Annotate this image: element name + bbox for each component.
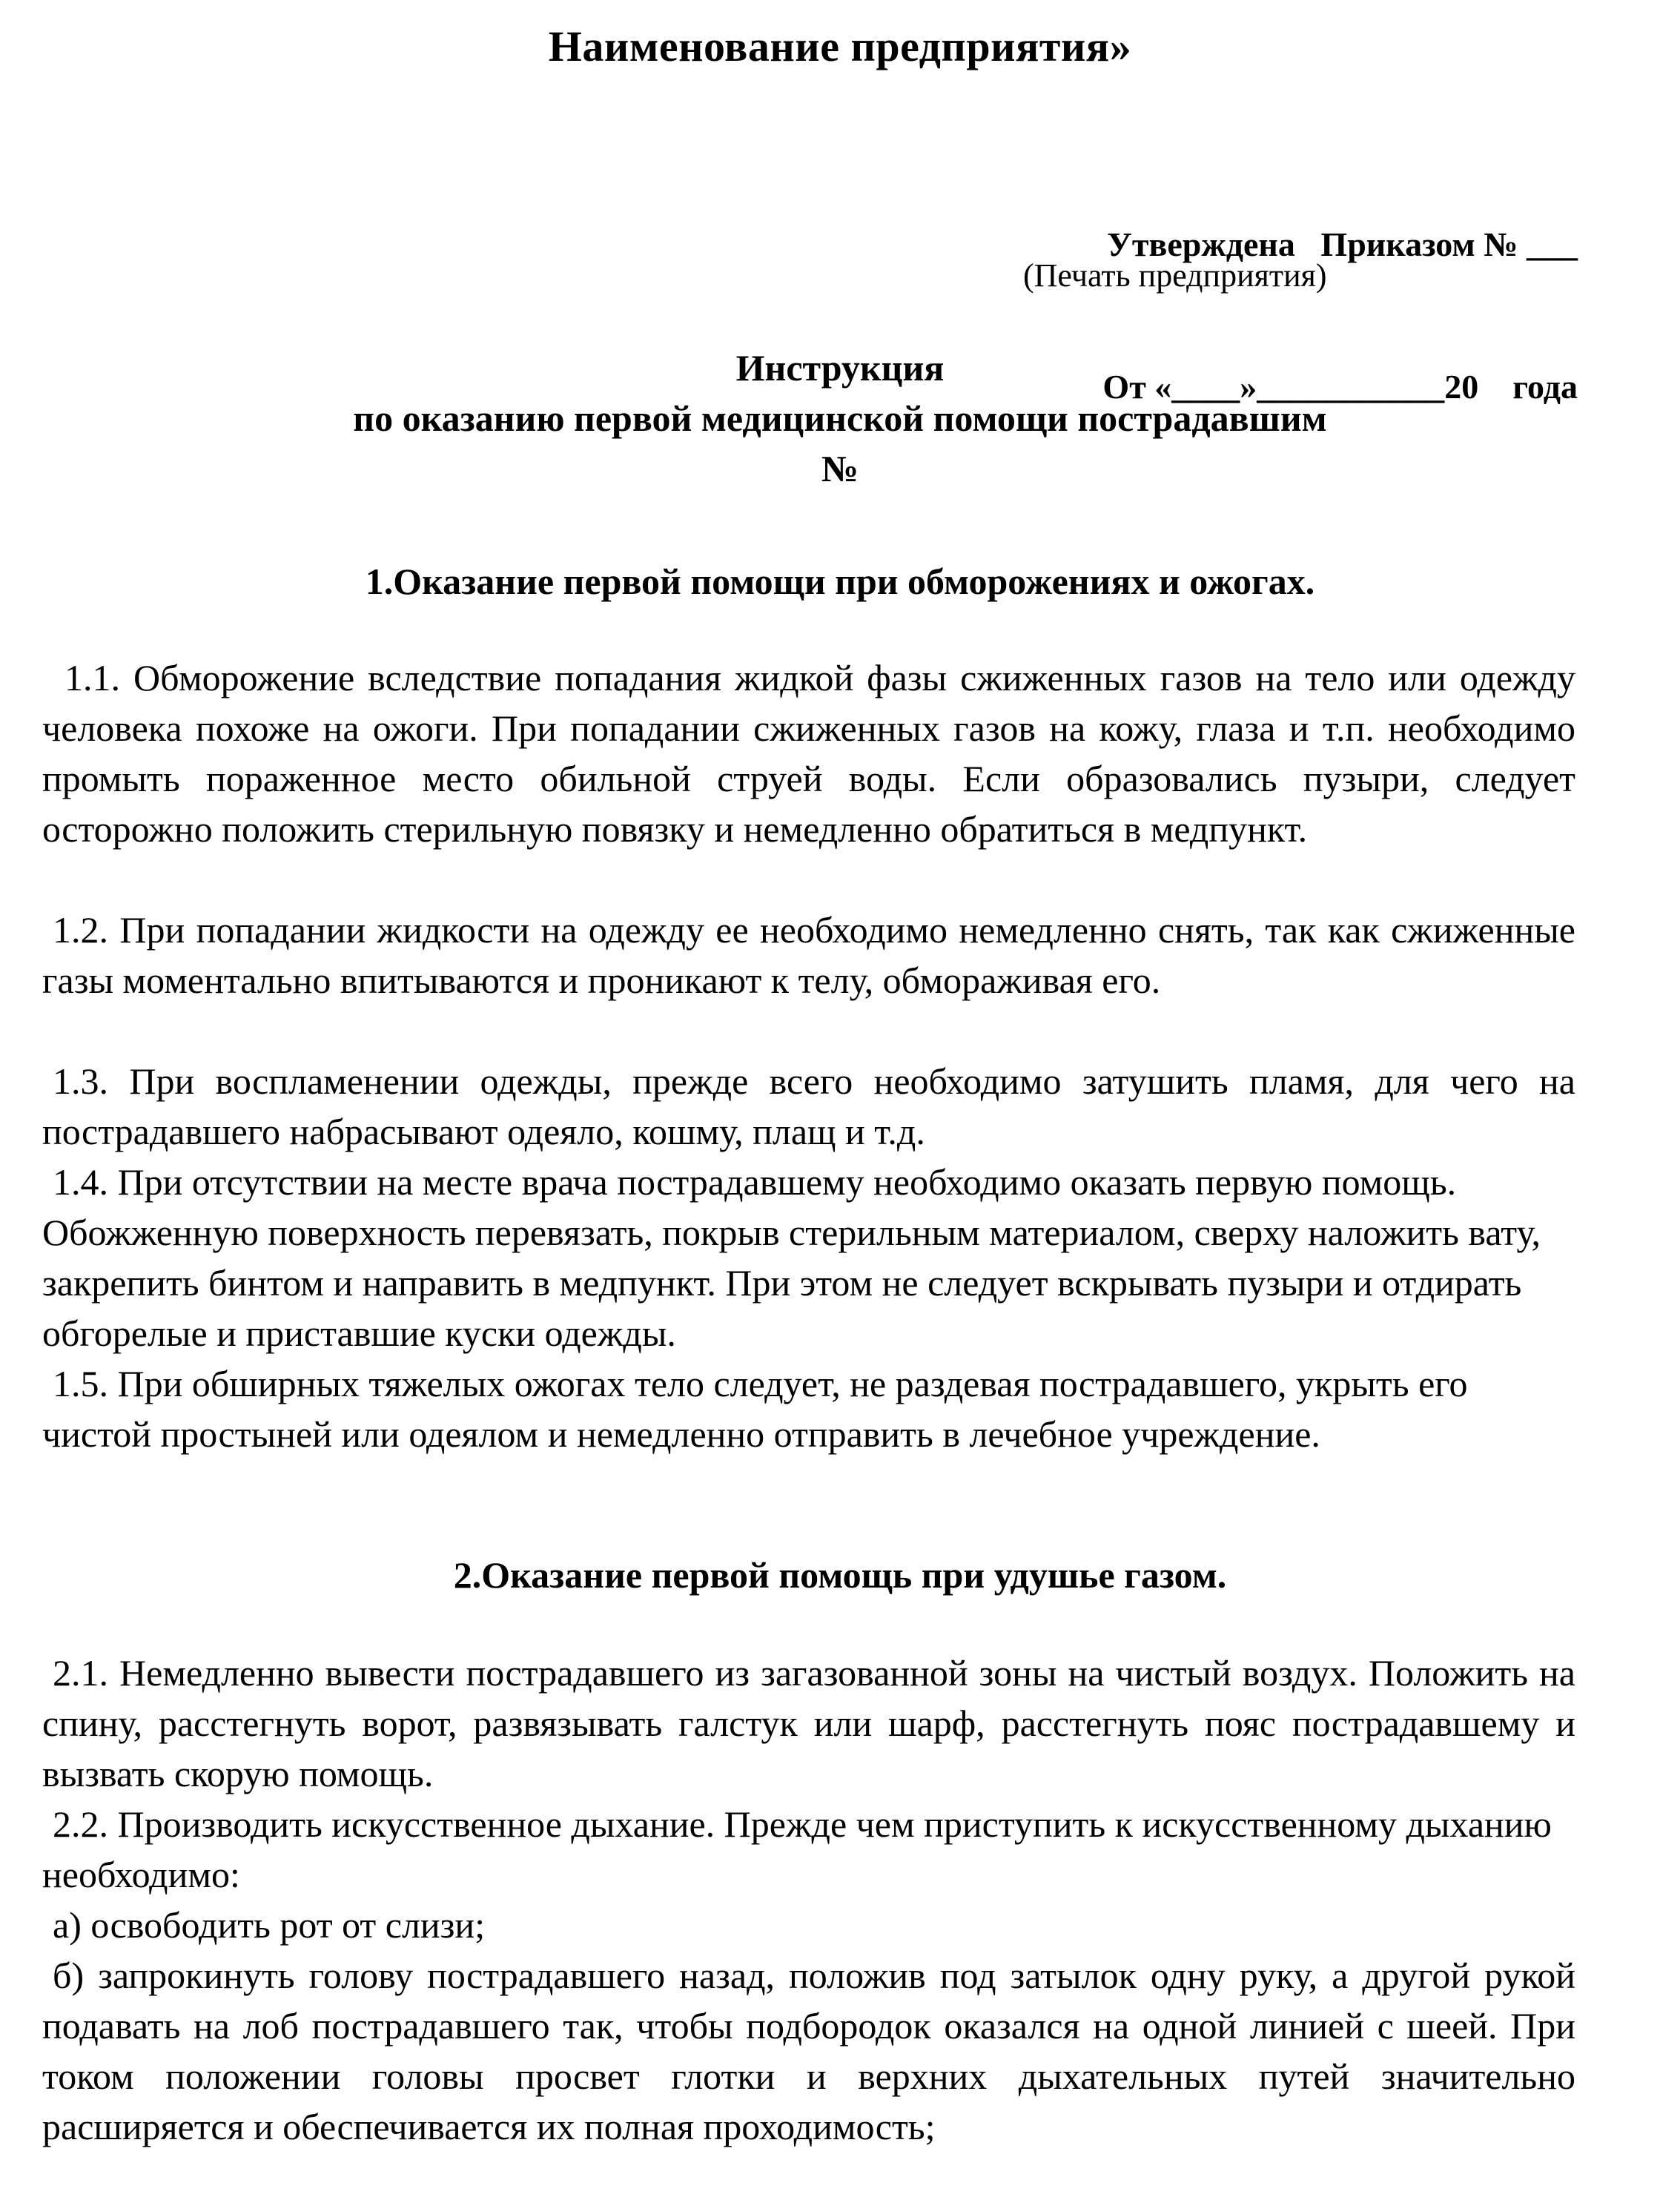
section-2-heading: 2.Оказание первой помощь при удушье газом.	[453, 1554, 1227, 1596]
title-line-2: по оказанию первой медицинской помощи пострадавшим	[353, 397, 1327, 439]
approval-date-line: От «____»___________20 года	[1102, 368, 1578, 406]
paragraph-2-2-a: а) освободить рот от слизи;	[53, 1904, 486, 1946]
title-line-1: Инструкция	[735, 347, 945, 389]
paragraph-1-1: 1.1. Обморожение вследствие попадания жидкой фазы сжиженных газов на тело или одежду человека похоже на ожоги. При попадании сжиженных газов на кожу, глаза и т.п. необходимо промыть пораженное место обильной струей воды. Если образовались пузыри, следует осторожно положить стерильную повязку и немедленно обратиться в медпункт.	[42, 657, 1575, 850]
section-1-heading: 1.Оказание первой помощи при обморожениях и ожогах.	[365, 561, 1315, 602]
paragraph-1-5: 1.5. При обширных тяжелых ожогах тело следует, не раздевая пострадавшего, укрыть его чистой простыней или одеялом и немедленно отправить в лечебное учреждение.	[42, 1363, 1468, 1455]
document-title	[0, 343, 1680, 494]
title-number: №	[821, 448, 859, 489]
paragraph-1-2: 1.2. При попадании жидкости на одежду ее необходимо немедленно снять, так как сжиженные газы моментально впитываются и проникают к телу, обмораживая его.	[42, 909, 1575, 1001]
organization-name: Наименование предприятия»	[548, 22, 1132, 70]
paragraph-2-2: 2.2. Производить искусственное дыхание. Прежде чем приступить к искусственному дыханию необходимо:	[42, 1803, 1552, 1895]
seal-placeholder: (Печать предприятия)	[1023, 257, 1327, 294]
paragraph-1-3: 1.3. При воспламенении одежды, прежде всего необходимо затушить пламя, для чего на пострадавшего набрасывают одеяло, кошму, плащ и т.д.	[42, 1060, 1575, 1152]
approval-order-line: Утверждена Приказом № ___	[1107, 225, 1578, 263]
paragraph-2-2-b: б) запрокинуть голову пострадавшего назад, положив под затылок одну руку, а другой рукой подавать на лоб пострадавшего так, чтобы подбородок оказался на одной линией с шеей. При током положении головы просвет глотки и верхних дыхательных путей значительно расширяется и обеспечивается их полная проходимость;	[42, 1955, 1575, 2147]
paragraph-2-1: 2.1. Немедленно вывести пострадавшего из загазованной зоны на чистый воздух. Положить на спину, расстегнуть ворот, развязывать галстук или шарф, расстегнуть пояс пострадавшему и вызвать скорую помощь.	[42, 1652, 1575, 1794]
paragraph-1-4: 1.4. При отсутствии на месте врача пострадавшему необходимо оказать первую помощь. Обожженную поверхность перевязать, покрыв стерильным материалом, сверху наложить вату, закрепить бинтом и направить в медпункт. При этом не следует вскрывать пузыри и отдирать обгорелые и приставшие куски одежды.	[42, 1161, 1541, 1354]
